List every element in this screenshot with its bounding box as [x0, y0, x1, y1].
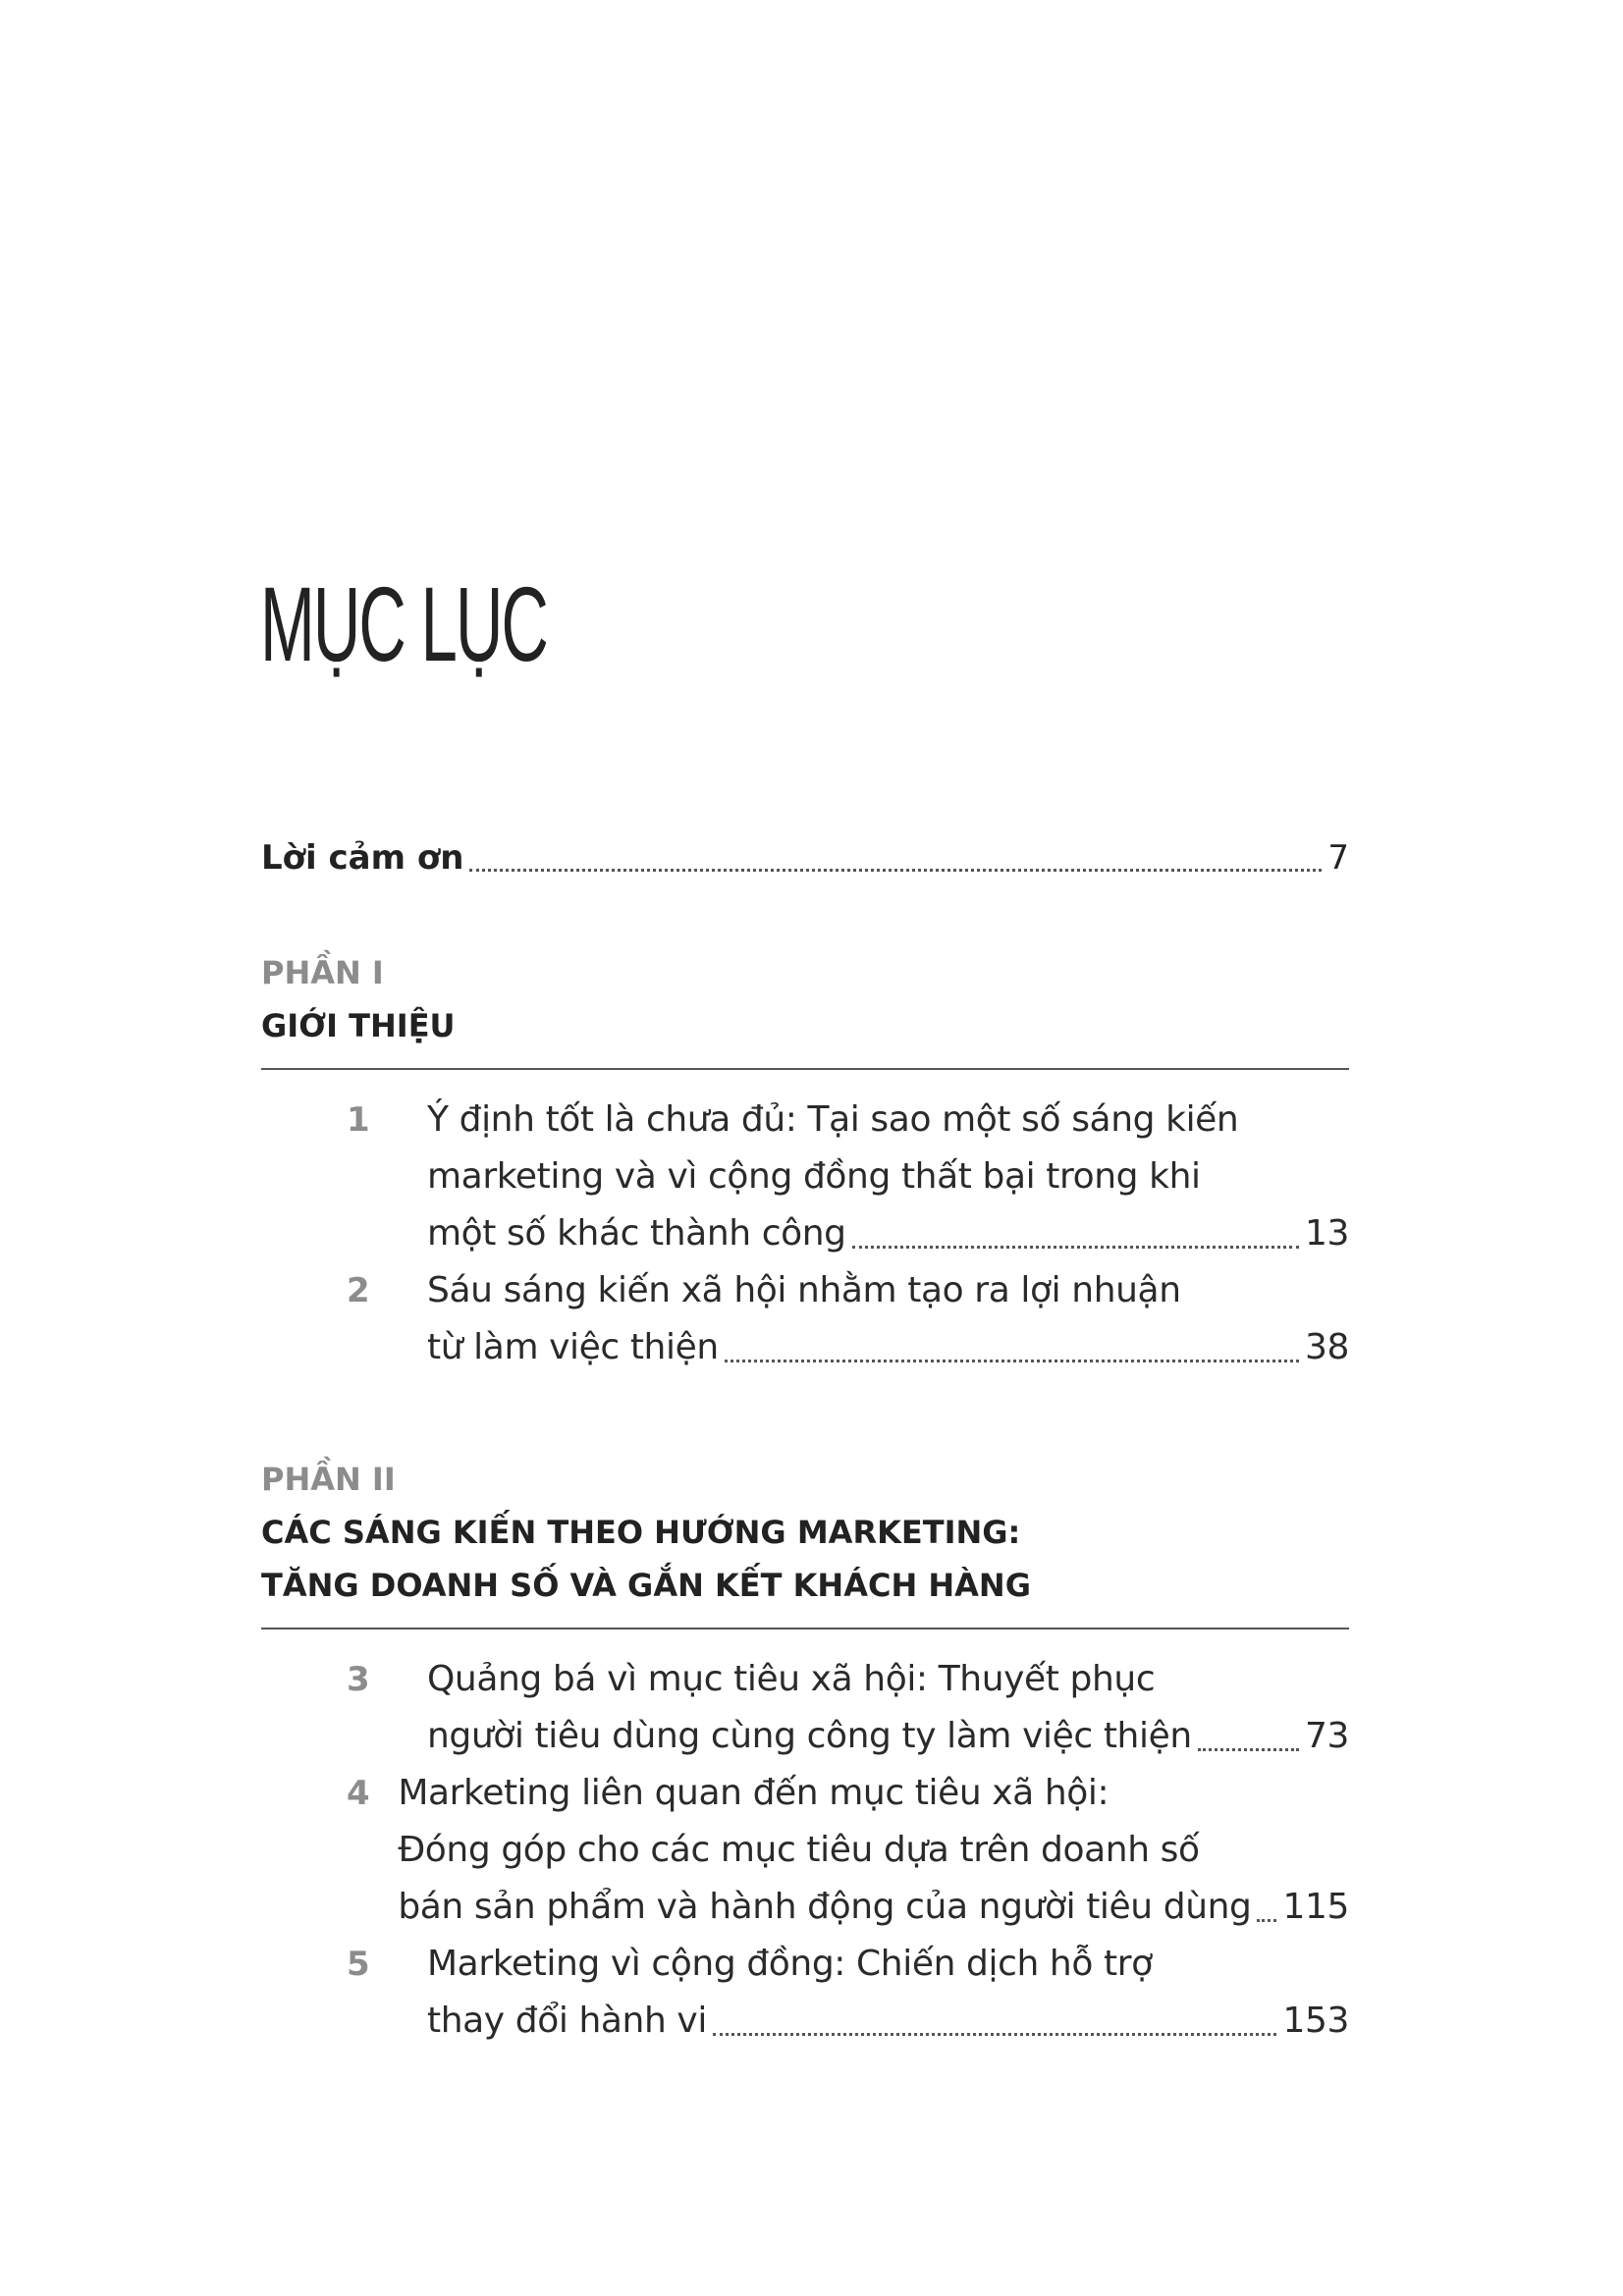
part-label: PHẦN I: [261, 954, 384, 991]
chapter-number: 3: [347, 1660, 370, 1699]
toc-entry-acknowledgements[interactable]: [261, 832, 1349, 883]
dot-leader: [1198, 1748, 1299, 1751]
chapter-title-line: Marketing vì cộng đồng: Chiến dịch hỗ trợ: [427, 1944, 1153, 1984]
dot-leader: [713, 2033, 1277, 2036]
chapter-title-line: marketing và vì cộng đồng thất bại trong khi: [427, 1156, 1201, 1197]
part-label: PHẦN II: [261, 1461, 396, 1498]
toc-entry-label: Lời cảm ơn: [261, 838, 464, 878]
toc-page-number: 115: [1282, 1887, 1349, 1927]
chapter-title-line: Marketing liên quan đến mục tiêu xã hội:: [398, 1773, 1109, 1813]
dot-leader: [1257, 1919, 1276, 1922]
dot-leader: [469, 869, 1322, 872]
toc-page-number: 38: [1304, 1327, 1349, 1367]
part-divider: [261, 1628, 1349, 1629]
toc-page-number: 7: [1327, 838, 1349, 878]
toc-chapter-1[interactable]: [347, 1092, 1349, 1262]
chapter-title-line: Đóng góp cho các mục tiêu dựa trên doanh số: [398, 1830, 1200, 1870]
part-title: GIỚI THIỆU: [261, 1007, 456, 1044]
chapter-number: 4: [347, 1774, 370, 1813]
chapter-number: 2: [347, 1271, 370, 1310]
part-divider: [261, 1068, 1349, 1070]
table-of-contents: [261, 832, 1349, 2050]
chapter-title-line: một số khác thành công: [427, 1213, 846, 1254]
toc-part-2: [261, 1453, 1349, 2050]
toc-page-number: 73: [1304, 1716, 1349, 1756]
chapter-number: 1: [347, 1100, 370, 1140]
toc-page-number: 13: [1304, 1213, 1349, 1254]
chapter-title-line: thay đổi hành vi: [427, 2001, 707, 2041]
chapter-title-line: Quảng bá vì mục tiêu xã hội: Thuyết phục: [427, 1659, 1156, 1699]
dot-leader: [852, 1246, 1299, 1249]
toc-chapter-3[interactable]: [347, 1651, 1349, 1765]
toc-part-1: [261, 946, 1349, 1376]
toc-chapter-4[interactable]: [347, 1765, 1349, 1936]
chapter-title-line: người tiêu dùng cùng công ty làm việc thiện: [427, 1716, 1192, 1756]
chapter-number: 5: [347, 1945, 370, 1984]
toc-chapter-2[interactable]: [347, 1262, 1349, 1376]
page-title: MỤC LỤC: [260, 564, 548, 684]
chapter-title-line: Sáu sáng kiến xã hội nhằm tạo ra lợi nhuận: [427, 1270, 1181, 1310]
chapter-title-line: từ làm việc thiện: [427, 1327, 719, 1367]
part-title: CÁC SÁNG KIẾN THEO HƯỚNG MARKETING:: [261, 1514, 1021, 1551]
toc-chapter-5[interactable]: [347, 1936, 1349, 2050]
toc-page-number: 153: [1282, 2001, 1349, 2041]
part-title: TĂNG DOANH SỐ VÀ GẮN KẾT KHÁCH HÀNG: [261, 1567, 1031, 1604]
dot-leader: [725, 1360, 1299, 1362]
chapter-title-line: bán sản phẩm và hành động của người tiêu dùng: [398, 1887, 1252, 1927]
chapter-title-line: Ý định tốt là chưa đủ: Tại sao một số sáng kiến: [427, 1099, 1239, 1140]
